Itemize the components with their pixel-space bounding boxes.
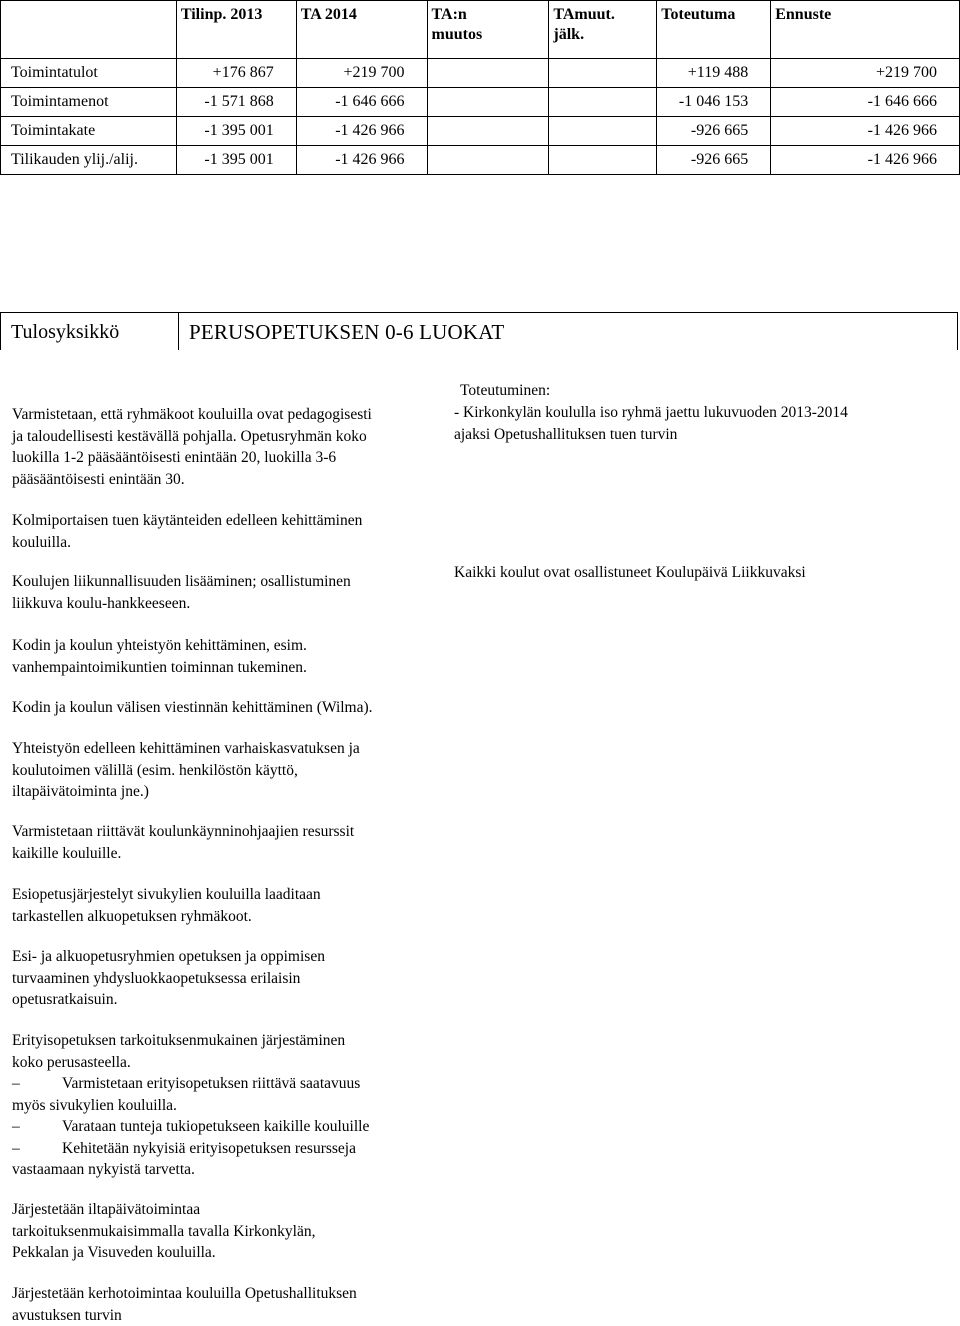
goal-special-education	[12, 1030, 442, 1181]
goal-line: iltapäivätoiminta jne.)	[12, 781, 442, 803]
goal-line: avustuksen turvin	[12, 1305, 442, 1326]
goal-line: Esiopetusjärjestelyt sivukylien kouluilla laaditaan	[12, 884, 442, 906]
unit-name: PERUSOPETUKSEN 0-6 LUOKAT	[189, 320, 504, 345]
goal-line: Esi- ja alkuopetusryhmien opetuksen ja oppimisen	[12, 946, 442, 968]
table-row	[1, 88, 960, 117]
unit-divider	[178, 313, 179, 350]
goal-line: kouluilla.	[12, 532, 442, 554]
cell-tilinp: +176 867	[176, 59, 296, 88]
bullet-line	[12, 1116, 442, 1138]
goal-home-school	[12, 635, 442, 678]
goal-line: Kolmiportaisen tuen käytänteiden edelleen kehittäminen	[12, 510, 442, 532]
outcomes-heading: Toteutuminen:	[460, 380, 940, 402]
goal-afternoon-activity	[12, 1199, 442, 1264]
goal-line: Koulujen liikunnallisuuden lisääminen; osallistuminen	[12, 571, 442, 593]
goal-line: kaikille kouluille.	[12, 843, 442, 865]
goal-group-size	[12, 404, 442, 490]
header-tamuut-line1: TAmuut.	[553, 6, 615, 23]
table-row	[1, 117, 960, 146]
bullet-line: vastaamaan nykyistä tarvetta.	[12, 1159, 442, 1181]
cell-ennuste: -1 426 966	[771, 146, 960, 175]
goal-line: pääsääntöisesti enintään 30.	[12, 469, 442, 491]
goal-line: vanhempaintoimikuntien toiminnan tukeminen.	[12, 657, 442, 679]
finance-table	[0, 0, 960, 175]
bullet-dash: –	[12, 1073, 62, 1095]
goal-line: Järjestetään kerhotoimintaa kouluilla Opetushallituksen	[12, 1283, 442, 1305]
row-label: Tilikauden ylij./alij.	[1, 146, 177, 175]
bullet-text: Varmistetaan erityisopetuksen riittävä saatavuus	[62, 1075, 360, 1092]
goal-preschool	[12, 884, 442, 927]
cell-ennuste: -1 646 666	[771, 88, 960, 117]
row-label: Toimintamenot	[1, 88, 177, 117]
cell-toteutuma: +119 488	[657, 59, 771, 88]
cell-ta: -1 646 666	[296, 88, 427, 117]
outcome-line: ajaksi Opetushallituksen tuen turvin	[454, 424, 934, 446]
cell-ta-muutos	[427, 88, 549, 117]
header-ennuste: Ennuste	[771, 1, 960, 59]
goal-line: Varmistetaan riittävät koulunkäynninohjaajien resurssit	[12, 821, 442, 843]
header-ta-2014: TA 2014	[296, 1, 427, 59]
goal-line: Kodin ja koulun välisen viestinnän kehittäminen (Wilma).	[12, 697, 442, 719]
goal-line: liikkuva koulu-hankkeeseen.	[12, 593, 442, 615]
goal-wilma	[12, 697, 442, 719]
bullet-line: myös sivukylien kouluilla.	[12, 1095, 442, 1117]
cell-toteutuma: -926 665	[657, 117, 771, 146]
cell-ta: -1 426 966	[296, 146, 427, 175]
goal-line: Kodin ja koulun yhteistyön kehittäminen, esim.	[12, 635, 442, 657]
cell-ennuste: -1 426 966	[771, 117, 960, 146]
goal-early-education	[12, 738, 442, 803]
unit-heading-bar	[0, 312, 958, 350]
table-row	[1, 146, 960, 175]
goal-support	[12, 510, 442, 553]
goal-combined-classes	[12, 946, 442, 1011]
goal-line: luokilla 1-2 pääsääntöisesti enintään 20, luokilla 3-6	[12, 447, 442, 469]
row-label: Toimintakate	[1, 117, 177, 146]
goal-line: Pekkalan ja Visuveden kouluilla.	[12, 1242, 442, 1264]
bullet-dash: –	[12, 1116, 62, 1138]
header-toteutuma: Toteutuma	[657, 1, 771, 59]
goal-line: Erityisopetuksen tarkoituksenmukainen järjestäminen	[12, 1030, 442, 1052]
header-ta-muutos-line1: TA:n	[432, 6, 467, 23]
goal-line: tarkoituksenmukaisimmalla tavalla Kirkonkylän,	[12, 1221, 442, 1243]
cell-ta: -1 426 966	[296, 117, 427, 146]
row-label: Toimintatulot	[1, 59, 177, 88]
cell-ta-muut	[549, 117, 657, 146]
goal-clubs	[12, 1283, 442, 1326]
cell-ta-muutos	[427, 117, 549, 146]
cell-ta-muut	[549, 59, 657, 88]
goal-line: tarkastellen alkuopetuksen ryhmäkoot.	[12, 906, 442, 928]
goal-line: Järjestetään iltapäivätoimintaa	[12, 1199, 442, 1221]
cell-tilinp: -1 395 001	[176, 117, 296, 146]
bullet-line	[12, 1138, 442, 1160]
cell-toteutuma: -1 046 153	[657, 88, 771, 117]
cell-tilinp: -1 571 868	[176, 88, 296, 117]
header-tamuut-jalk	[549, 1, 657, 59]
goal-line: Varmistetaan, että ryhmäkoot kouluilla ovat pedagogisesti	[12, 404, 442, 426]
cell-tilinp: -1 395 001	[176, 146, 296, 175]
cell-ta-muut	[549, 146, 657, 175]
goal-line: ja taloudellisesti kestävällä pohjalla. Opetusryhmän koko	[12, 426, 442, 448]
cell-ta-muut	[549, 88, 657, 117]
goal-line: koulutoimen välillä (esim. henkilöstön käyttö,	[12, 760, 442, 782]
outcome-physical-activity: Kaikki koulut ovat osallistuneet Koulupäivä Liikkuvaksi	[454, 562, 934, 584]
cell-ennuste: +219 700	[771, 59, 960, 88]
bullet-text: Kehitetään nykyisiä erityisopetuksen resursseja	[62, 1140, 356, 1157]
cell-ta-muutos	[427, 59, 549, 88]
table-row	[1, 59, 960, 88]
outcome-group-size	[454, 402, 934, 445]
cell-ta: +219 700	[296, 59, 427, 88]
header-empty	[1, 1, 177, 59]
goal-line: opetusratkaisuin.	[12, 989, 442, 1011]
finance-header-row	[1, 1, 960, 59]
bullet-text: Varataan tunteja tukiopetukseen kaikille kouluille	[62, 1118, 369, 1135]
goal-line: Yhteistyön edelleen kehittäminen varhaiskasvatuksen ja	[12, 738, 442, 760]
goal-line: turvaaminen yhdysluokkaopetuksessa erilaisin	[12, 968, 442, 990]
outcome-line: - Kirkonkylän koululla iso ryhmä jaettu lukuvuoden 2013-2014	[454, 402, 934, 424]
unit-label: Tulosyksikkö	[11, 321, 119, 344]
header-tilinp-2013: Tilinp. 2013	[176, 1, 296, 59]
goal-physical-activity	[12, 571, 442, 614]
header-ta-muutos-line2: muutos	[432, 26, 483, 43]
bullet-dash: –	[12, 1138, 62, 1160]
goal-line: koko perusasteella.	[12, 1052, 442, 1074]
header-tamuut-line2: jälk.	[553, 26, 584, 43]
header-ta-muutos	[427, 1, 549, 59]
cell-toteutuma: -926 665	[657, 146, 771, 175]
bullet-line	[12, 1073, 442, 1095]
cell-ta-muutos	[427, 146, 549, 175]
goal-assistants	[12, 821, 442, 864]
